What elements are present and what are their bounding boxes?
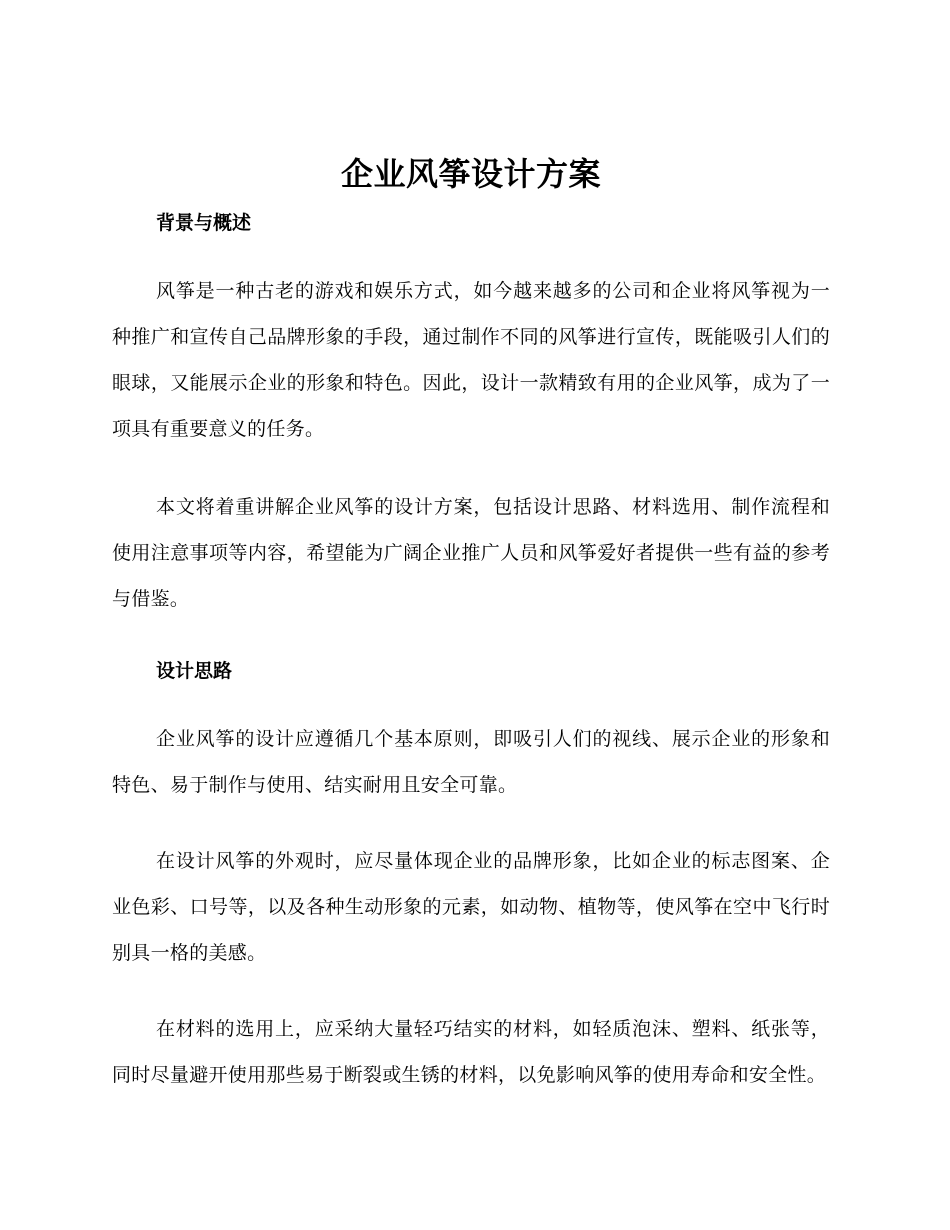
paragraph: 本文将着重讲解企业风筝的设计方案，包括设计思路、材料选用、制作流程和使用注意事项等内容，希望能为广阔企业推广人员和风筝爱好者提供一些有益的参考与借鉴。 [112,496,830,610]
paragraph: 风筝是一种古老的游戏和娱乐方式，如今越来越多的公司和企业将风筝视为一种推广和宣传自己品牌形象的手段，通过制作不同的风筝进行宣传，既能吸引人们的眼球，又能展示企业的形象和特色。因此，设计一款精致有用的企业风筝，成为了一项具有重要意义的任务。 [112,280,830,440]
paragraph: 在材料的选用上，应采纳大量轻巧结实的材料，如轻质泡沫、塑料、纸张等，同时尽量避开使用那些易于断裂或生锈的材料，以免影响风筝的使用寿命和安全性。 [112,1018,830,1086]
paragraph: 在设计风筝的外观时，应尽量体现企业的品牌形象，比如企业的标志图案、企业色彩、口号等，以及各种生动形象的元素，如动物、植物等，使风筝在空中飞行时别具一格的美感。 [112,850,830,964]
section-heading-background: 背景与概述 [156,212,252,234]
document-title: 企业风筝设计方案 [340,155,601,193]
document-page [112,152,830,1098]
paragraph: 企业风筝的设计应遵循几个基本原则，即吸引人们的视线、展示企业的形象和特色、易于制作与使用、结实耐用且安全可靠。 [112,728,830,796]
section-heading-design-ideas: 设计思路 [156,660,233,682]
